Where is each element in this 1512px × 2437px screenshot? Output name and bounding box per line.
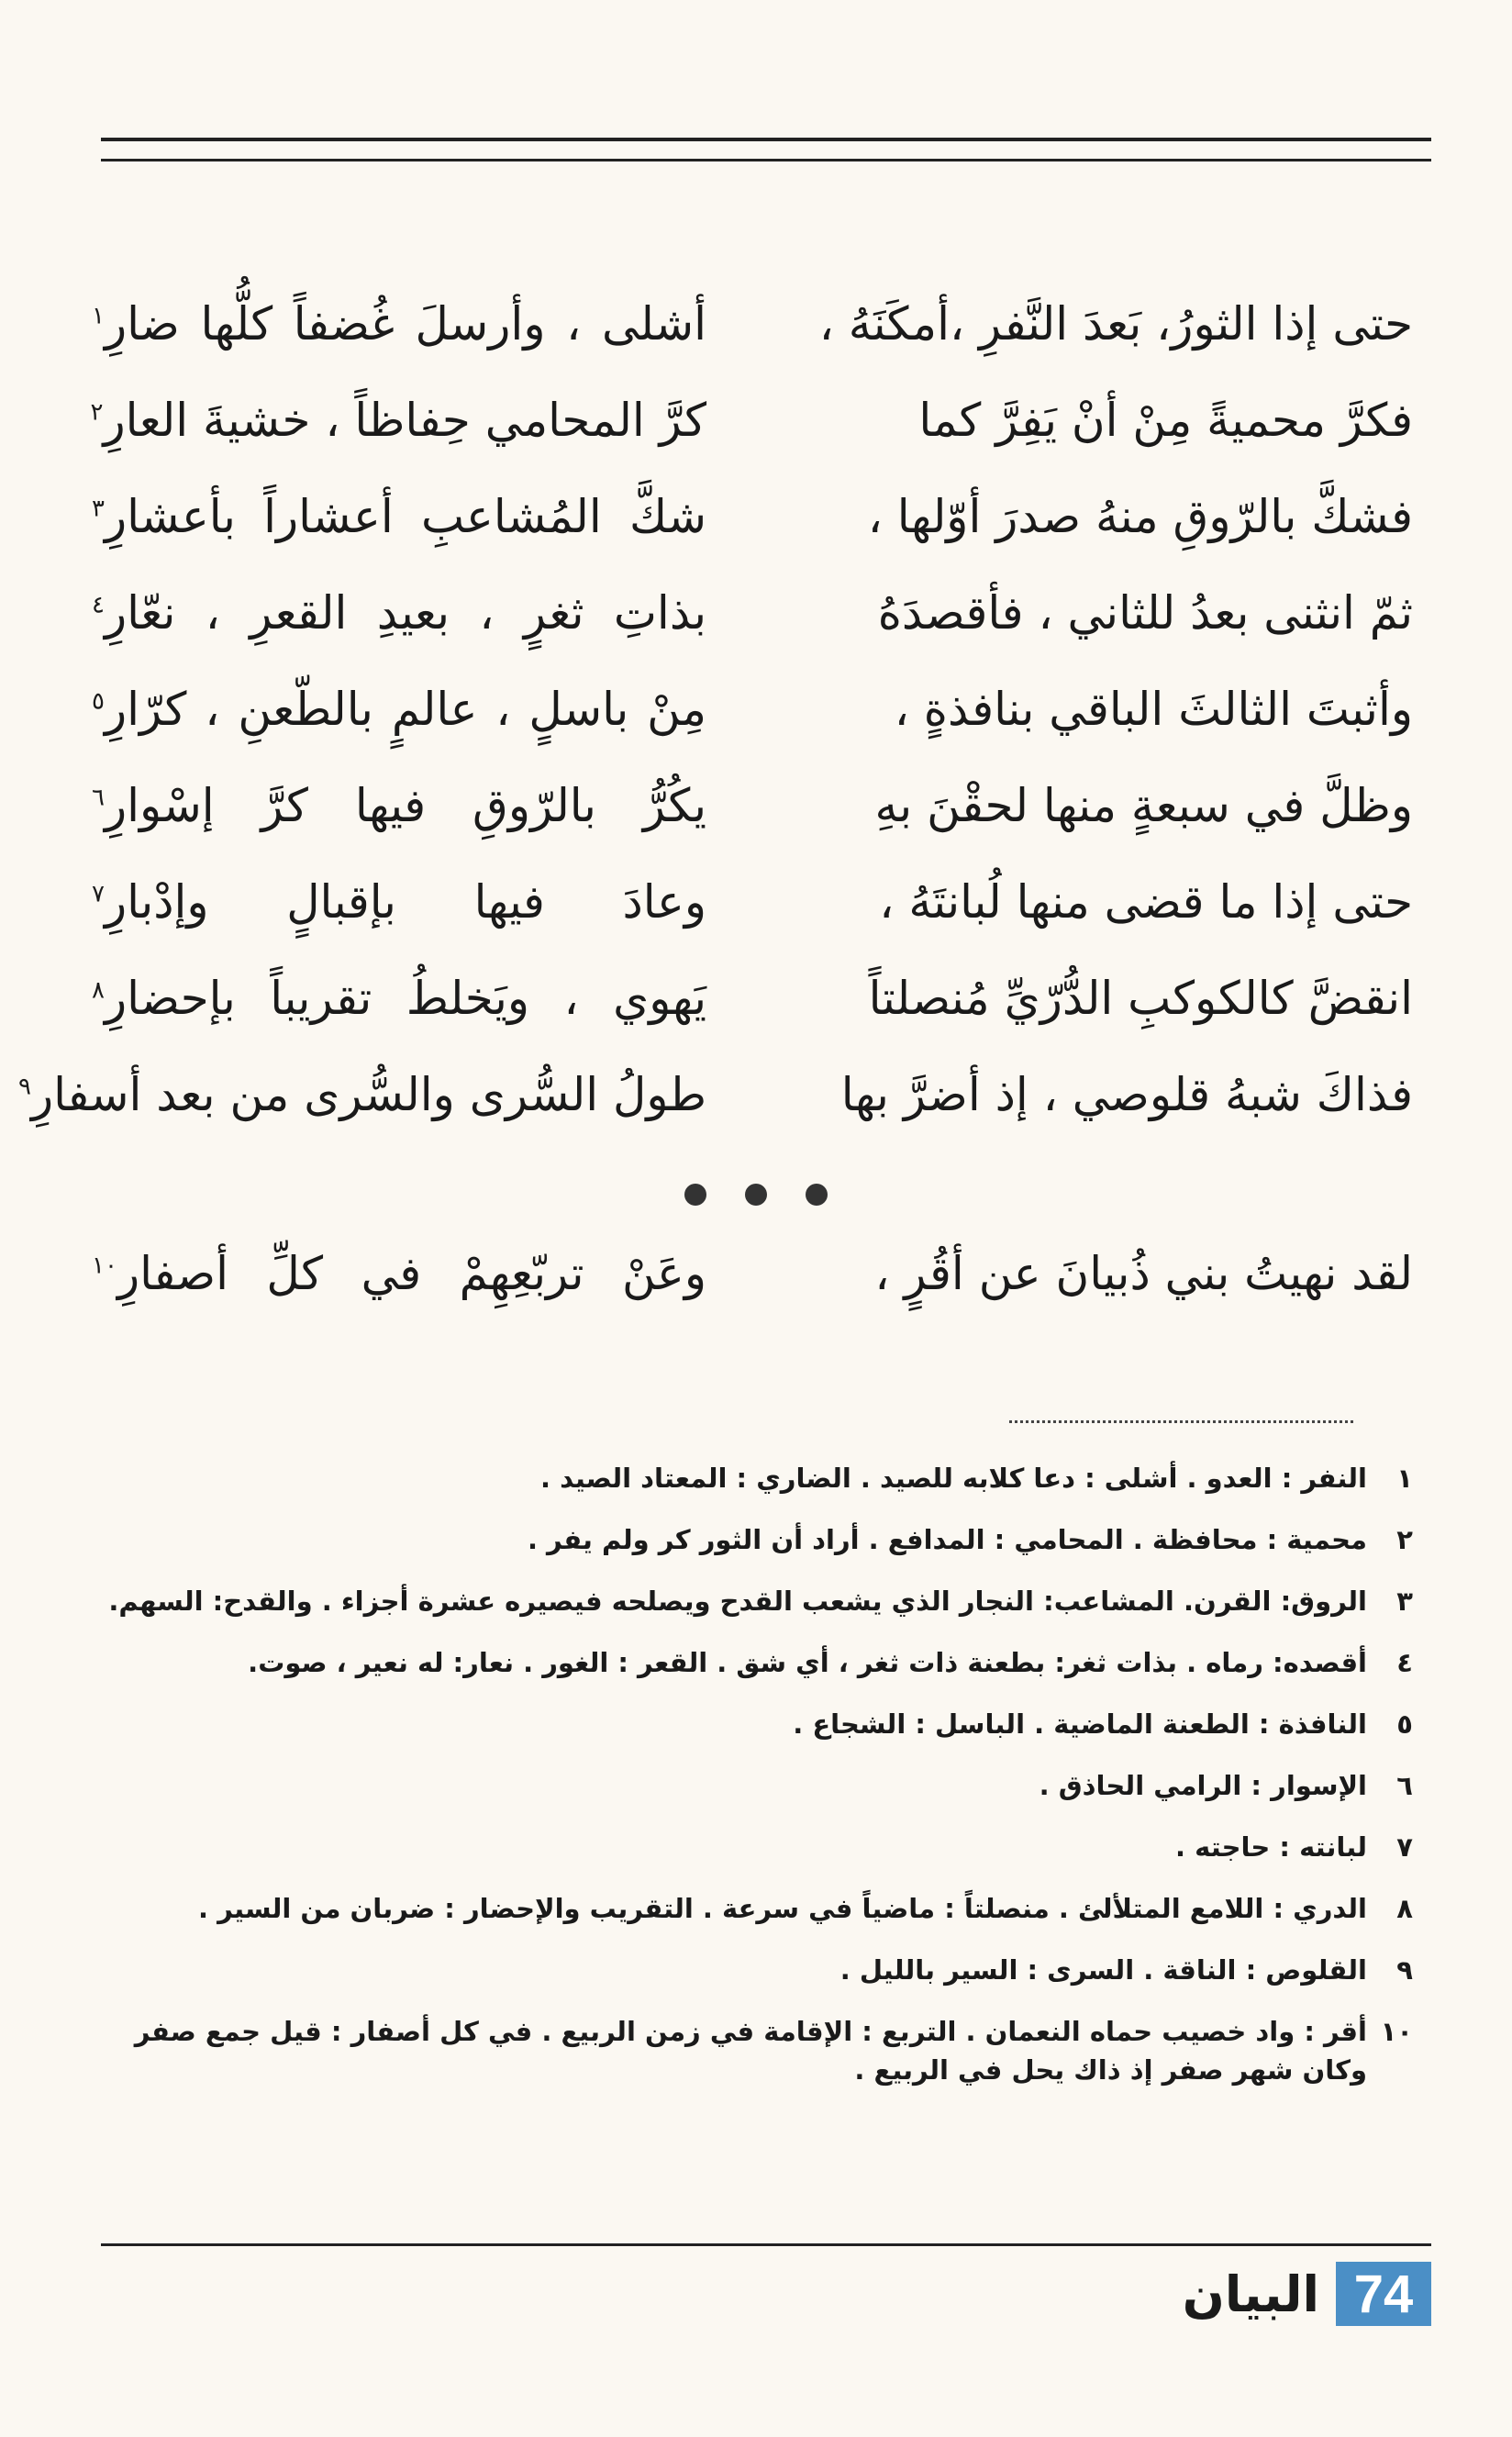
verse-10 [92,1225,1413,1321]
footnote-text: النافذة : الطعنة الماضية . الباسل : الشجاع . [793,1708,1367,1740]
hemistich-left-text: بذاتِ ثغرٍ ، بعيدِ القعرِ ، نعّارِ [104,585,706,640]
hemistich-right: فشكَّ بالرّوقِ منهُ صدرَ أوّلها ، [867,489,1413,543]
footnote-text: محمية : محافظة . المحامي : المدافع . أراد أن الثور كر ولم يفر . [527,1524,1367,1555]
footnote [110,1951,1413,1989]
hemistich-right: وأثبتَ الثالثَ الباقي بنافذةٍ ، [894,682,1413,736]
footnote-ref: ٧ [92,879,105,907]
hemistich-left [92,683,706,736]
hemistich-left [92,394,706,447]
footnote [110,1766,1413,1805]
footnote-number: ١٠ [1380,2016,1413,2047]
hemistich-left [92,972,706,1025]
hemistich-left [92,297,706,351]
footnote-number: ٣ [1396,1586,1413,1617]
hemistich-left-text: وعادَ فيها بإقبالٍ وإدْبارِ [104,874,706,929]
hemistich-right: ثمّ انثنى بعدُ للثاني ، فأقصدَهُ [877,585,1413,640]
separator-dot [806,1184,828,1206]
footnote-text: القلوص : الناقة . السرى : السير بالليل . [839,1954,1367,1986]
footnote [110,1889,1413,1928]
verse-9 [17,1046,1413,1142]
footnote-number: ٨ [1396,1893,1413,1924]
footnote [110,1520,1413,1559]
hemistich-left-text: أشلى ، وأرسلَ غُضفاً كلُّها ضارِ [104,296,706,351]
verse-6 [92,757,1413,853]
footnote-ref: ٥ [92,686,105,715]
page-number: 74 [1336,2262,1431,2326]
footnote [110,1705,1413,1743]
bottom-rule [101,2243,1431,2246]
verse-2 [92,372,1413,468]
hemistich-left [92,490,706,543]
footnote-ref: ٤ [92,590,105,618]
page-footer [1183,2262,1431,2326]
footnote-text: الروق: القرن. المشاعب: النجار الذي يشعب القدح ويصلحه فيصيره عشرة أجزاء . والقدح: السهم. [108,1586,1367,1617]
footnotes [110,1459,1413,2112]
verse-8 [92,950,1413,1046]
footnote-ref: ١ [92,301,105,329]
hemistich-left-text: كرَّ المحامي حِفاظاً ، خشيةَ العارِ [103,393,706,447]
hemistich-right: فذاكَ شبهُ قلوصي ، إذ أضرَّ بها [840,1067,1413,1121]
hemistich-right: وظلَّ في سبعةٍ منها لحقْنَ بهِ [874,778,1413,832]
footnote-text: الدري : اللامع المتلألئ . منصلتاً : ماضياً في سرعة . التقريب والإحضار : ضربان من السير . [197,1893,1367,1924]
footnote [110,2012,1413,2089]
hemistich-right: لقد نهيتُ بني ذُبيانَ عن أقُرٍ ، [874,1246,1413,1300]
hemistich-left [92,875,706,929]
footnote-number: ٢ [1396,1524,1413,1555]
footnote-number: ٤ [1396,1647,1413,1678]
footnote-text: لبانته : حاجته . [1175,1831,1367,1863]
verse-3 [92,468,1413,564]
verse-1 [92,275,1413,372]
footnote-text: النفر : العدو . أشلى : دعا كلابه للصيد . الضاري : المعتاد الصيد . [539,1463,1367,1494]
footnote-text: أقصده: رماه . بذات ثغر: بطعنة ذات ثغر ، أي شق . القعر : الغور . نعار: له نعير ، صوت. [248,1647,1367,1678]
hemistich-right: حتى إذا ما قضى منها لُبانتَهُ ، [879,874,1413,929]
top-rule-inner [101,159,1431,161]
footnote-number: ١ [1396,1463,1413,1494]
footnote-text: الإسوار : الرامي الحاذق . [1039,1770,1367,1801]
footnote [110,1459,1413,1497]
hemistich-right: حتى إذا الثورُ، بَعدَ النَّفرِ ،أمكَنَهُ ، [818,296,1413,351]
footnote-ref: ١٠ [92,1251,117,1279]
final-verse [92,1225,1413,1321]
hemistich-left-text: وعَنْ تربّعِهِمْ في كلِّ أصفارِ [117,1246,706,1300]
footnote-ref: ٣ [92,494,105,522]
footnote [110,1828,1413,1866]
hemistich-left-text: طولُ السُّرى والسُّرى من بعد أسفارِ [30,1067,706,1121]
separator-dot [745,1184,767,1206]
hemistich-left [92,779,706,832]
hemistich-right: فكرَّ محميةً مِنْ أنْ يَفِرَّ كما [918,393,1413,447]
footnote-number: ٩ [1396,1954,1413,1986]
top-rule [101,138,1431,141]
footnote-ref: ٨ [92,975,105,1004]
footnote-text: أقر : واد خصيب حماه النعمان . التربع : الإقامة في زمن الربيع . في كل أصفار : قيل جمع صفر وكان شهر صفر إذ ذاك يحل في الربيع . [134,2016,1367,2086]
footnote-number: ٧ [1396,1831,1413,1863]
footnote [110,1582,1413,1620]
poem [17,275,1413,1142]
separator-dot [684,1184,706,1206]
footnote-number: ٥ [1396,1708,1413,1740]
footnote-ref: ٩ [17,1072,31,1100]
section-separator [0,1184,1512,1206]
footnote [110,1643,1413,1682]
footnote-ref: ٦ [92,783,105,811]
hemistich-left-text: يَهوي ، ويَخلطُ تقريباً بإحضارِ [104,971,706,1025]
hemistich-left [17,1067,706,1121]
hemistich-left-text: شكَّ المُشاعبِ أعشاراً بأعشارِ [104,489,706,543]
footnote-number: ٦ [1396,1770,1413,1801]
verse-4 [92,564,1413,661]
hemistich-left-text: يكُرُّ بالرّوقِ فيها كرَّ إسْوارِ [104,778,706,832]
hemistich-left-text: مِنْ باسلٍ ، عالمٍ بالطّعنِ ، كرّارِ [104,682,706,736]
verse-5 [92,661,1413,757]
footnote-ref: ٢ [90,397,104,426]
hemistich-left [92,586,706,640]
verse-7 [92,853,1413,950]
journal-name: البيان [1182,2265,1319,2323]
footnote-separator [1009,1420,1353,1423]
hemistich-right: انقضَّ كالكوكبِ الدُّرّيِّ مُنصلتاً [868,971,1413,1025]
hemistich-left [92,1247,706,1300]
